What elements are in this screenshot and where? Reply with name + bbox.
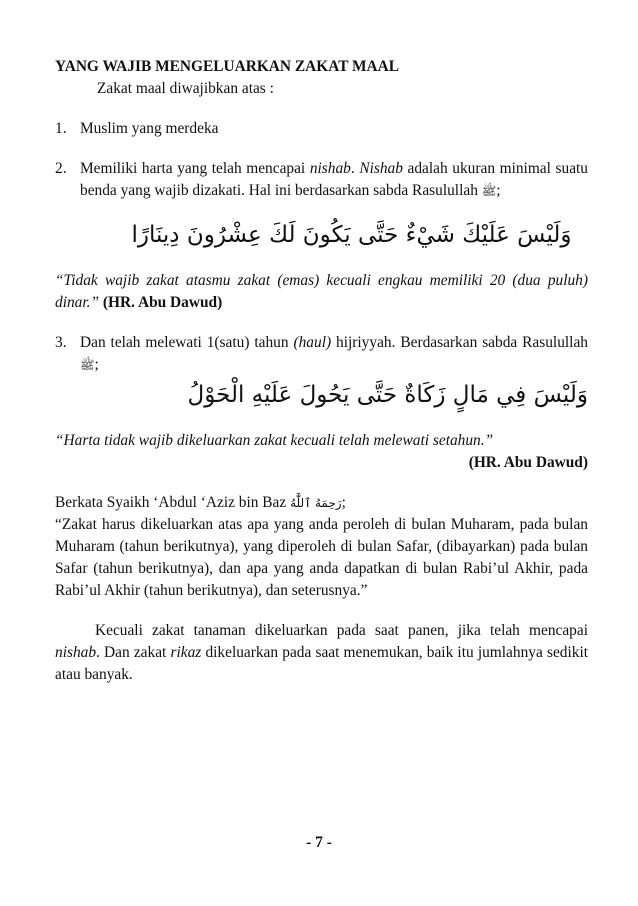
- list-text: [80, 332, 588, 376]
- term-rikaz: rikaz: [170, 644, 202, 661]
- text-run: ;: [341, 494, 346, 511]
- list-number: 1.: [55, 120, 67, 137]
- hadith-translation-1: [55, 270, 588, 314]
- list-item-3: [55, 332, 588, 376]
- term-nishab: nishab: [309, 160, 351, 177]
- scholar-intro: [55, 492, 588, 514]
- section-heading: YANG WAJIB MENGELUARKAN ZAKAT MAAL: [55, 58, 400, 75]
- text-run: hijriyyah. Berdasarkan sabda Rasulullah: [331, 334, 588, 351]
- text-run: .: [350, 160, 360, 177]
- text-run: ;: [94, 356, 99, 373]
- hadith-reference: (HR. Abu Dawud): [468, 454, 588, 471]
- list-number: 2.: [55, 160, 67, 177]
- arabic-hadith-1: وَلَيْسَ عَلَيْكَ شَيْءٌ حَتَّى يَكُونَ لَكَ عِشْرُونَ دِينَارًا: [131, 222, 572, 248]
- list-item-2: [55, 158, 588, 202]
- salawat-icon: ﷺ: [80, 358, 95, 372]
- rahimahullah-icon: رَحِمَهُ ٱللَّٰهُ: [290, 496, 342, 510]
- list-text: Muslim yang merdeka: [80, 120, 219, 137]
- text-run: ;: [496, 182, 501, 199]
- salawat-icon: ﷺ: [481, 184, 497, 198]
- text-run: Dan telah melewati 1(satu) tahun: [80, 334, 294, 351]
- text-run: adalah ukuran minimal suatu benda yang wajib dizakati. Hal ini berdasarkan sabda Rasulullah: [80, 160, 588, 199]
- hadith-reference: (HR. Abu Dawud): [102, 294, 223, 311]
- closing-paragraph: [55, 620, 588, 686]
- list-number: 3.: [55, 334, 67, 351]
- document-page: [55, 56, 588, 686]
- arabic-hadith-2: وَلَيْسَ فِي مَالٍ زَكَاةٌ حَتَّى يَحُولَ عَلَيْهِ الْحَوْلُ: [187, 382, 588, 408]
- text-run: . Dan zakat: [96, 644, 171, 661]
- text-run: Kecuali zakat tanaman dikeluarkan pada saat panen, jika telah mencapai: [95, 622, 588, 639]
- list-item-1: [55, 118, 588, 140]
- scholar-quote-block: [55, 492, 588, 602]
- text-run: Berkata Syaikh ‘Abdul ‘Aziz bin Baz: [55, 494, 291, 511]
- scholar-quote: “Zakat harus dikeluarkan atas apa yang anda peroleh di bulan Muharam, pada bulan Muharam (tahun berikutnya), yang diperoleh di bulan Safar, (dibayarkan) pada bulan Safar (tahun berikutnya), dan apa yang anda dapatkan di bulan Rabi’ul Akhir, pada Rabi’ul Akhir (tahun berikutnya), dan seterusnya.”: [55, 516, 588, 599]
- quote-text: “Tidak wajib zakat atasmu zakat (emas) kecuali engkau memiliki 20 (dua puluh) dinar.”: [55, 272, 588, 311]
- text-run: Memiliki harta yang telah mencapai: [80, 160, 310, 177]
- term-nishab: Nishab: [359, 160, 403, 177]
- intro-text: Zakat maal diwajibkan atas :: [97, 80, 274, 97]
- term-nishab: nishab: [55, 644, 97, 661]
- text-run: dikeluarkan pada saat menemukan, baik itu jumlahnya sedikit atau banyak.: [55, 644, 588, 683]
- hadith-translation-2: “Harta tidak wajib dikeluarkan zakat kecuali telah melewati setahun.”: [55, 432, 494, 449]
- term-haul: (haul): [293, 334, 332, 351]
- page-number: - 7 -: [306, 834, 332, 851]
- list-text: [80, 158, 588, 202]
